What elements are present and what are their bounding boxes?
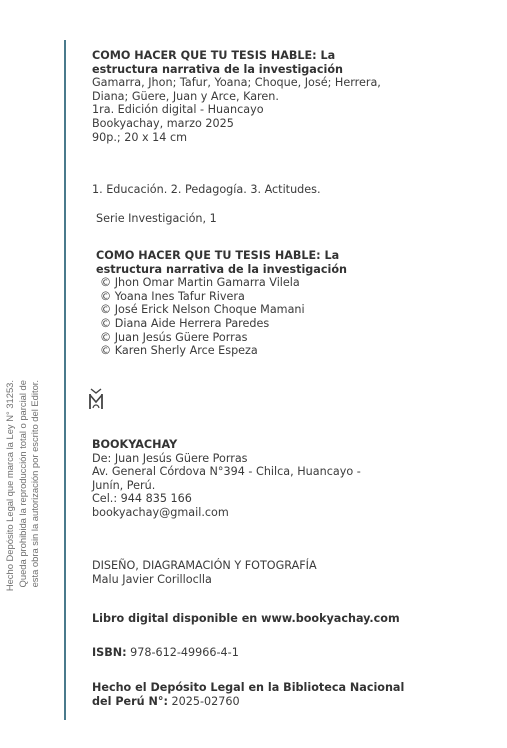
isbn-value: 978-612-49966-4-1 [126, 646, 239, 659]
publisher-date: Bookyachay, marzo 2025 [92, 116, 234, 130]
legal-deposit-value: 2025-02760 [167, 694, 240, 708]
publisher-name: BOOKYACHAY [92, 438, 178, 451]
isbn-label: ISBN: [92, 646, 127, 659]
bookyachay-logo-icon [88, 388, 104, 410]
sidebar-note-line: Queda prohibida la reproducción total o parcial de [16, 380, 28, 588]
copyright-holder: © Yoana Ines Tafur Rivera [100, 289, 245, 303]
isbn-line [92, 646, 492, 660]
publisher-email: bookyachay@gmail.com [92, 505, 229, 519]
publisher-address-cont: Junín, Perú. [92, 478, 156, 492]
legal-sidebar-note [4, 380, 54, 720]
copyright-block [96, 249, 496, 358]
copyright-title-cont: estructura narrativa de la investigación [96, 262, 347, 276]
book-title: COMO HACER QUE TU TESIS HABLE: La [92, 49, 336, 62]
copyright-holder: © Diana Aide Herrera Paredes [100, 316, 270, 330]
design-heading: DISEÑO, DIAGRAMACIÓN Y FOTOGRAFÍA [92, 559, 317, 572]
publisher-director: De: Juan Jesús Güere Porras [92, 451, 248, 465]
publisher-address: Av. General Córdova N°394 - Chilca, Huancayo - [92, 465, 361, 479]
legal-deposit [92, 681, 492, 708]
series: Serie Investigación, 1 [96, 212, 217, 225]
design-name: Malu Javier Corilloclla [92, 572, 212, 586]
design-credits [92, 559, 492, 586]
edition: 1ra. Edición digital - Huancayo [92, 103, 264, 117]
authors-cont: Diana; Güere, Juan y Arce, Karen. [92, 89, 279, 103]
subjects: 1. Educación. 2. Pedagogía. 3. Actitudes. [92, 183, 321, 196]
legal-deposit-label: del Perú N°: [92, 694, 168, 708]
publisher-block [92, 438, 492, 520]
copyright-holder: © José Erick Nelson Choque Mamani [100, 303, 305, 317]
book-title-cont: estructura narrativa de la investigación [92, 62, 343, 76]
legal-deposit-line: Hecho el Depósito Legal en la Biblioteca Nacional [92, 681, 405, 694]
copyright-holder: © Juan Jesús Güere Porras [100, 330, 248, 344]
digital-availability: Libro digital disponible en www.bookyachay.com [92, 612, 400, 625]
catalog-record [92, 49, 492, 144]
authors: Gamarra, Jhon; Tafur, Yoana; Choque, José; Herrera, [92, 76, 381, 90]
vertical-divider [64, 40, 66, 720]
copyright-title: COMO HACER QUE TU TESIS HABLE: La [96, 249, 340, 262]
pages-size: 90p.; 20 x 14 cm [92, 130, 188, 144]
sidebar-note-line: esta obra sin la autorización por escrito del Editor. [29, 380, 41, 588]
sidebar-note-line: Hecho Depósito Legal que marca la Ley N° 31253. [4, 380, 15, 592]
copyright-holder: © Jhon Omar Martin Gamarra Vilela [100, 276, 300, 290]
publisher-phone: Cel.: 944 835 166 [92, 492, 192, 506]
copyright-holder: © Karen Sherly Arce Espeza [100, 344, 258, 358]
